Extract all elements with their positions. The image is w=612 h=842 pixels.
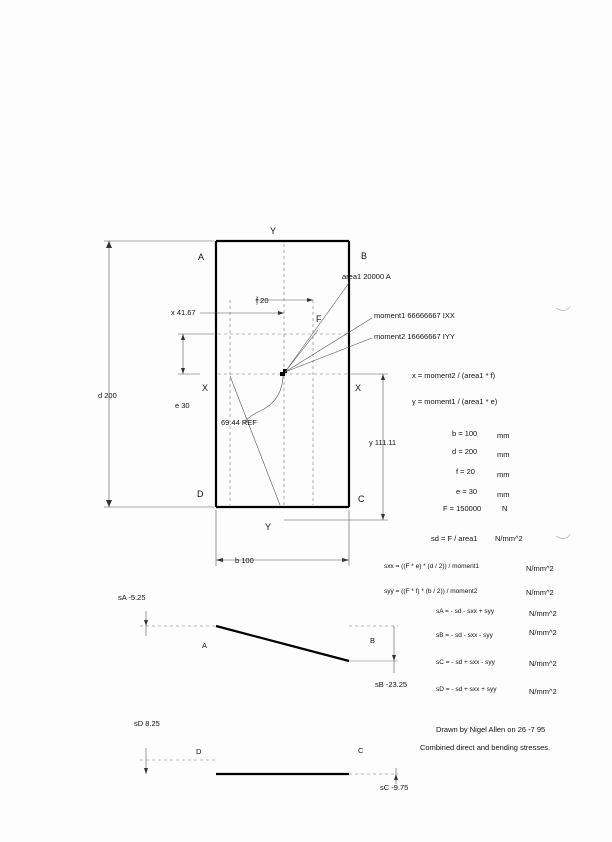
formula-sA-unit: N/mm^2 — [529, 609, 557, 618]
formula-sC-unit: N/mm^2 — [529, 659, 557, 668]
drawing-caption: Combined direct and bending stresses. — [420, 743, 551, 752]
stress-diagram-dc — [134, 719, 408, 792]
punch-hole-mark-top — [556, 306, 570, 311]
load-label-f: F — [316, 314, 322, 324]
axis-label-x-right: X — [355, 383, 362, 393]
stress-diagram-ab — [118, 593, 407, 689]
dim-y-label: y 111.11 — [369, 438, 397, 447]
stress-sA-label: sA -5.25 — [118, 593, 146, 602]
param-b: b = 100 — [452, 429, 478, 438]
formula-sxx: sxx = ((F * e) * (d / 2)) / moment1 — [384, 563, 480, 570]
stress-sD-label: sD 8.25 — [134, 719, 160, 728]
stress-corner-d: D — [196, 747, 202, 756]
dim-d-label: d 200 — [98, 391, 117, 400]
punch-hole-mark-bottom — [556, 534, 570, 539]
area1-label: area1 20000 A — [342, 272, 391, 281]
dim-b-label: b 100 — [235, 556, 254, 565]
formula-sxx-unit: N/mm^2 — [526, 564, 554, 573]
param-d-unit: mm — [497, 450, 510, 459]
dimension-arrows — [106, 241, 385, 562]
axis-label-y-top: Y — [270, 226, 277, 236]
corner-label-c: C — [358, 494, 365, 504]
formula-sA: sA = - sd - sxx + syy — [436, 608, 495, 615]
stress-sB-label: sB -23.25 — [375, 680, 408, 689]
stress-corner-b: B — [370, 636, 376, 645]
load-point — [280, 369, 287, 376]
param-f: f = 20 — [456, 467, 475, 476]
dim-f-label: f 20 — [256, 296, 269, 305]
param-f-unit: mm — [497, 470, 510, 479]
param-F-unit: N — [502, 504, 508, 513]
formula-sD: sD = - sd + sxx + syy — [436, 686, 497, 693]
stress-sC-label: sC -9.75 — [380, 783, 409, 792]
formula-sd-unit: N/mm^2 — [495, 534, 523, 543]
param-d: d = 200 — [452, 447, 478, 456]
stress-corner-c: C — [358, 746, 364, 755]
formula-sd: sd = F / area1 — [431, 534, 478, 543]
param-e: e = 30 — [456, 487, 478, 496]
param-b-unit: mm — [497, 431, 510, 440]
axis-label-x-left: X — [202, 383, 209, 393]
axis-label-y-bottom: Y — [265, 522, 272, 532]
stress-corner-a: A — [202, 641, 208, 650]
formula-x: x = moment2 / (area1 * f) — [412, 371, 496, 380]
formula-y: y = moment1 / (area1 * e) — [412, 397, 498, 406]
param-e-unit: mm — [497, 490, 510, 499]
formula-sC: sC = - sd + sxx - syy — [436, 659, 495, 666]
formula-block — [384, 371, 557, 696]
formula-sD-unit: N/mm^2 — [529, 687, 557, 696]
dim-e-label: e 30 — [175, 401, 190, 410]
leader-lines — [230, 283, 372, 505]
stress-line-ab — [216, 626, 349, 661]
moment1-label: moment1 66666667 IXX — [374, 311, 455, 320]
formula-sB-unit: N/mm^2 — [529, 628, 557, 637]
moment2-label: moment2 16666667 IYY — [374, 332, 455, 341]
formula-sB: sB = - sd - sxx - syy — [436, 632, 493, 639]
formula-syy: syy = ((F * f) * (b / 2)) / moment2 — [384, 588, 478, 595]
ref-label: 69.44 REF — [221, 418, 257, 427]
drawn-by-note: Drawn by Nigel Allen on 26 -7 95 — [436, 725, 546, 734]
formula-syy-unit: N/mm^2 — [526, 588, 554, 597]
corner-label-b: B — [361, 251, 368, 261]
dim-x-label: x 41.67 — [171, 308, 196, 317]
corner-label-d: D — [197, 489, 204, 499]
dimension-lines — [104, 241, 388, 566]
corner-label-a: A — [198, 252, 205, 262]
param-F: F = 150000 — [443, 504, 482, 513]
